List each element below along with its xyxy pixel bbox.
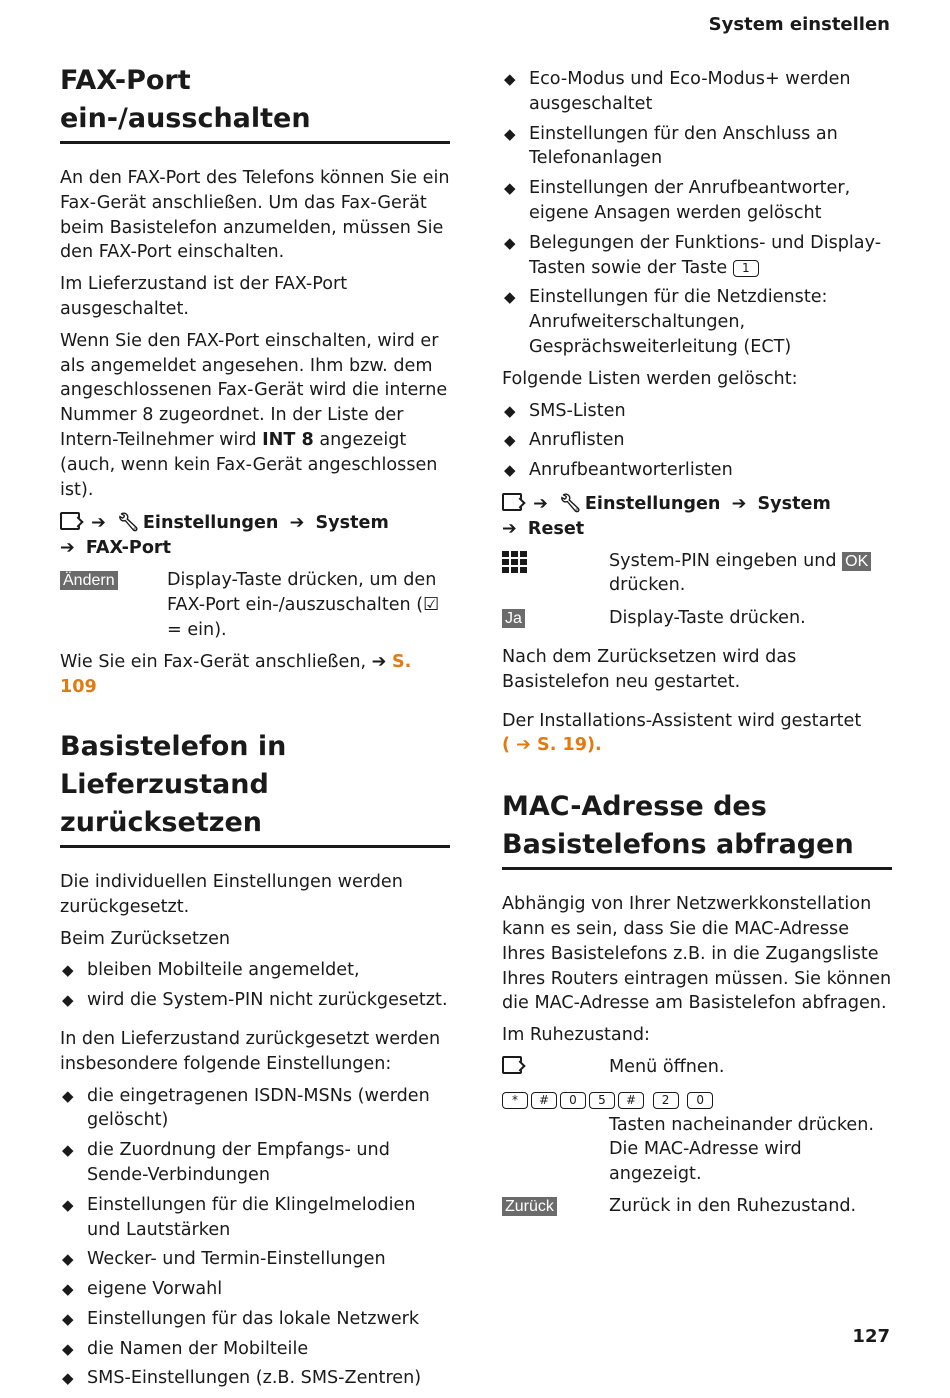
key-sequence xyxy=(502,1088,892,1113)
reset-menu-path xyxy=(502,492,892,542)
diamond-bullet-icon: ◆ xyxy=(504,179,516,198)
keypad-icon xyxy=(502,551,527,573)
mac-paragraph-2: Im Ruhezustand: xyxy=(502,1025,650,1046)
pin-desc-b: drücken. xyxy=(609,575,686,596)
key-1-icon: 1 xyxy=(733,260,759,277)
arrow-icon: ➔ xyxy=(731,493,747,514)
arrow-icon: ➔ xyxy=(533,493,548,514)
running-head: System einstellen xyxy=(708,14,890,35)
pin-desc-a: System-PIN eingeben und xyxy=(609,550,843,571)
mac-paragraph-1: Abhängig von Ihrer Netzwerkkonstellation kann es sein, dass Sie die MAC-Adresse Ihres Basistelefons z.B. in die Zugangsliste Ihres Routers eintragen müssen. Sie können die MAC-Adresse am Basistelefon abfragen. xyxy=(502,894,892,1014)
page-number: 127 xyxy=(852,1326,890,1347)
nav-system: System xyxy=(757,493,831,514)
list-item: ◆ die Namen der Mobilteile xyxy=(60,1337,450,1362)
fax-menu-path xyxy=(60,511,450,561)
diamond-bullet-icon: ◆ xyxy=(62,1086,74,1105)
assistant-note: Der Installations-Assistent wird gestartet ( ➔ S. 19). xyxy=(502,710,862,756)
reset-paragraph-1: Die individuellen Einstellungen werden zurückgesetzt. xyxy=(60,871,403,917)
nav-system: System xyxy=(315,513,389,534)
diamond-bullet-icon: ◆ xyxy=(504,124,516,143)
arrow-icon: ➔ xyxy=(91,513,106,534)
wrench-icon: 🔧︎ xyxy=(117,512,140,534)
list-item: ◆ Einstellungen der Anrufbeantworter, eigene Ansagen werden gelöscht xyxy=(504,178,851,223)
back-row xyxy=(502,1194,892,1219)
wrench-icon: 🔧︎ xyxy=(559,492,582,514)
connect-page-link[interactable]: S. 109 xyxy=(60,652,412,698)
fax-heading: FAX-Port ein-/ausschalten xyxy=(60,62,450,144)
yes-row xyxy=(502,606,892,631)
mac-heading xyxy=(502,788,892,870)
change-desc-b: = ein). xyxy=(167,619,227,640)
menu-key-icon xyxy=(60,512,80,530)
list-item: ◆ eigene Vorwahl xyxy=(60,1277,450,1302)
list-item: ◆ die eingetragenen ISDN-MSNs (werden gelöscht) xyxy=(62,1085,430,1131)
list-item: ◆ Einstellungen für die Klingelmelodien und Lautstärken xyxy=(62,1194,416,1240)
menu-key-icon xyxy=(502,1056,522,1074)
nav-settings: Einstellungen xyxy=(584,493,721,514)
diamond-bullet-icon: ◆ xyxy=(504,70,516,88)
fax-paragraph-3 xyxy=(60,329,450,503)
reset-heading-line1: Basistelefon in Lieferzustand xyxy=(60,730,287,800)
change-softkey: Ändern xyxy=(60,571,118,590)
reset-paragraph-2: Beim Zurücksetzen xyxy=(60,928,231,949)
key-hash-icon: # xyxy=(618,1092,644,1109)
fax-paragraph-2: Im Lieferzustand ist der FAX-Port ausgeschaltet. xyxy=(60,274,348,319)
diamond-bullet-icon: ◆ xyxy=(62,961,74,980)
key-0-icon: 0 xyxy=(560,1092,586,1109)
reset-paragraph-3: In den Lieferzustand zurückgesetzt werden insbesondere folgende Einstellungen: xyxy=(60,1028,441,1074)
mac-heading-line1: MAC-Adresse des xyxy=(502,791,767,823)
diamond-bullet-icon: ◆ xyxy=(504,461,516,480)
fax-p3-text-a: Wenn Sie den FAX-Port einschalten, wird er als angemeldet angesehen. Ihm bzw. dem angeschlossenen Fax-Gerät wird die interne Nummer 8 zugeordnet. In der Liste der Intern-Teilnehmer wird xyxy=(60,330,448,450)
right-column xyxy=(502,67,892,1227)
yes-softkey: Ja xyxy=(502,609,525,628)
yes-desc: Display-Taste drücken. xyxy=(609,608,806,629)
list-item: ◆ Einstellungen für das lokale Netzwerk xyxy=(60,1307,450,1332)
diamond-bullet-icon: ◆ xyxy=(62,1309,74,1328)
list-item: ◆ Belegungen der Funktions- und Display-Tasten sowie der Taste 1 xyxy=(504,232,882,278)
reset-settings-list-continued xyxy=(502,67,892,360)
list-item: ◆ Einstellungen für den Anschluss an Telefonanlagen xyxy=(504,123,838,169)
mac-heading-line2: Basistelefons abfragen xyxy=(502,829,854,861)
key-star-icon: * xyxy=(502,1092,528,1109)
list-item: ◆ bleiben Mobilteile angemeldet, xyxy=(60,958,450,983)
diamond-bullet-icon: ◆ xyxy=(504,233,516,252)
list-item: ◆ Eco-Modus und Eco-Modus+ werden ausgeschaltet xyxy=(504,69,851,114)
fax-connect-note xyxy=(60,650,450,700)
list-item: ◆ wird die System-PIN nicht zurückgesetzt. xyxy=(60,988,450,1013)
list-item: ◆ Einstellungen für die Netzdienste: Anrufweiterschaltungen, Gesprächsweiterleitung (ECT) xyxy=(504,287,828,357)
ok-softkey: OK xyxy=(842,552,871,571)
menu-open-desc: Menü öffnen. xyxy=(609,1056,725,1077)
key-0-icon: 0 xyxy=(687,1092,713,1109)
nav-settings: Einstellungen xyxy=(142,513,279,534)
back-desc: Zurück in den Ruhezustand. xyxy=(609,1195,857,1216)
back-softkey: Zurück xyxy=(502,1197,557,1216)
menu-key-icon xyxy=(502,493,522,511)
pin-row xyxy=(502,549,892,599)
list-item: ◆ Anruflisten xyxy=(502,428,892,453)
fax-paragraph-1: An den FAX-Port des Telefons können Sie ein Fax-Gerät anschließen. Um das Fax-Gerät beim Basistelefon anzumelden, müssen Sie den FAX-Port einschalten. xyxy=(60,168,450,263)
menu-open-row xyxy=(502,1055,892,1080)
keys-desc: Tasten nacheinander drücken. Die MAC-Adresse wird angezeigt. xyxy=(609,1114,874,1185)
key-2-icon: 2 xyxy=(653,1092,679,1109)
list-item: ◆ SMS-Listen xyxy=(502,399,892,424)
change-desc-a: Display-Taste drücken, um den FAX-Port ein-/auszuschalten ( xyxy=(167,569,437,615)
fax-p3-text-b: angezeigt (auch, wenn kein Fax-Gerät angeschlossen ist). xyxy=(60,429,438,500)
assistant-page-link[interactable]: S. 19 xyxy=(537,735,588,756)
key-5-icon: 5 xyxy=(589,1092,615,1109)
fax-int8: INT 8 xyxy=(262,429,314,450)
list-item: ◆ Anrufbeantworterlisten xyxy=(502,458,892,483)
checkbox-checked-icon: ☑ xyxy=(423,593,440,615)
diamond-bullet-icon: ◆ xyxy=(504,401,516,420)
arrow-icon: ➔ xyxy=(502,518,517,539)
diamond-bullet-icon: ◆ xyxy=(62,1250,74,1269)
arrow-icon: ➔ xyxy=(289,513,305,534)
diamond-bullet-icon: ◆ xyxy=(62,1369,74,1388)
diamond-bullet-icon: ◆ xyxy=(62,1280,74,1299)
diamond-bullet-icon: ◆ xyxy=(62,1339,74,1358)
nav-fax-port: FAX-Port xyxy=(85,538,172,559)
connect-text: Wie Sie ein Fax-Gerät anschließen, xyxy=(60,652,367,673)
keep-list xyxy=(60,958,450,1013)
restart-note: Nach dem Zurücksetzen wird das Basistelefon neu gestartet. xyxy=(502,646,797,692)
list-item: ◆ Wecker- und Termin-Einstellungen xyxy=(60,1247,450,1272)
diamond-bullet-icon: ◆ xyxy=(62,1141,74,1160)
fax-change-row xyxy=(60,568,450,642)
deleted-lists xyxy=(502,399,892,483)
diamond-bullet-icon: ◆ xyxy=(62,991,74,1010)
reset-heading-line2: zurücksetzen xyxy=(60,806,262,838)
arrow-icon: ➔ xyxy=(510,735,538,756)
list-item: ◆ die Zuordnung der Empfangs- und Sende-Verbindungen xyxy=(62,1140,390,1185)
key-hash-icon: # xyxy=(531,1092,557,1109)
diamond-bullet-icon: ◆ xyxy=(504,288,516,307)
arrow-icon: ➔ xyxy=(60,538,75,559)
reset-settings-list xyxy=(60,1084,450,1392)
diamond-bullet-icon: ◆ xyxy=(504,431,516,450)
lists-intro: Folgende Listen werden gelöscht: xyxy=(502,368,798,389)
diamond-bullet-icon: ◆ xyxy=(62,1195,74,1214)
left-column xyxy=(60,62,450,1398)
nav-reset: Reset xyxy=(527,518,585,539)
arrow-icon: ➔ xyxy=(371,652,387,673)
list-item: ◆ SMS-Einstellungen (z.B. SMS-Zentren) xyxy=(60,1366,450,1391)
reset-heading xyxy=(60,728,450,848)
